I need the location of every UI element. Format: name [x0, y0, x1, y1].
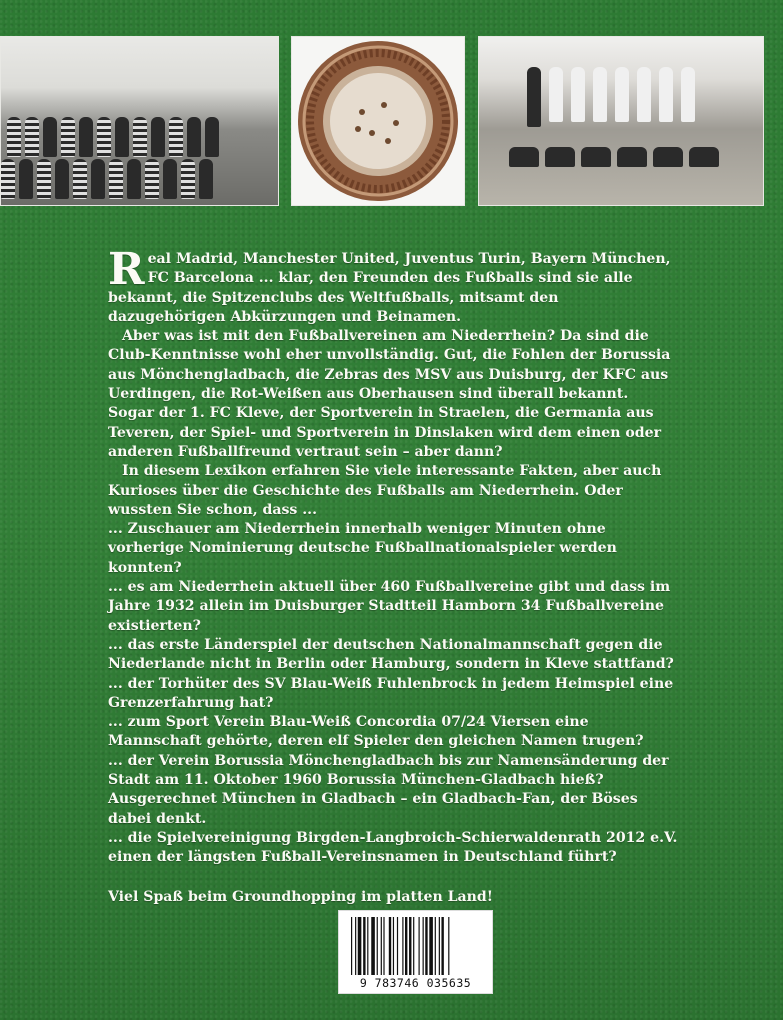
team-photo-right	[478, 36, 764, 206]
trophy-plate-photo	[291, 36, 465, 206]
paragraph-lexikon: In diesem Lexikon erfahren Sie viele interessante Fakten, aber auch Kurioses über die Geschichte des Fußballs am Niederrhein. Oder wussten Sie schon, dass ...	[108, 463, 662, 518]
fact-item: ... der Torhüter des SV Blau-Weiß Fuhlenbrock in jedem Heimspiel eine Grenzerfahrung hat?	[108, 675, 674, 711]
isbn-barcode	[338, 910, 493, 994]
fact-item: ... der Verein Borussia Mönchengladbach bis zur Namensänderung der Stadt am 11. Oktober 1960 Borussia München-Gladbach hieß? Ausgerechnet München in Gladbach – ein Gladbach-Fan, der Böses dabei denkt.	[108, 752, 669, 827]
isbn-number: 9 783746 035635	[359, 976, 472, 990]
closing-line: Viel Spaß beim Groundhopping im platten Land!	[108, 888, 493, 905]
fact-item: ... Zuschauer am Niederrhein innerhalb weniger Minuten ohne vorherige Nominierung deutsche Fußballnationalspieler werden konnten?	[108, 521, 617, 576]
paragraph-niederrhein: Aber was ist mit den Fußballvereinen am Niederrhein? Da sind die Club-Kenntnisse wohl eher unvollständig. Gut, die Fohlen der Borussia aus Mönchengladbach, die Zebras des MSV aus Duisburg, der KFC aus Uerdingen, die Rot-Weißen aus Oberhausen sind überall bekannt. Sogar der 1. FC Kleve, der Sportverein in Straelen, die Germania aus Teveren, der Spiel- und Sportverein in Dinslaken wird dem einen oder anderen Fußballfreund vertraut sein – aber dann?	[108, 328, 671, 460]
trophy-plate-icon	[292, 37, 464, 205]
fact-item: ... es am Niederrhein aktuell über 460 Fußballvereine gibt und dass im Jahre 1932 allein im Duisburger Stadtteil Hamborn 34 Fußballvereine existierten?	[108, 579, 671, 634]
intro-paragraph: Real Madrid, Manchester United, Juventus Turin, Bayern München, FC Barcelona ... klar, den Freunden des Fußballs sind sie alle bekannt, die Spitzenclubs des Weltfußballs, mitsamt den dazugehörigen Abkürzungen und Beinamen.	[108, 244, 671, 325]
cover-text	[108, 244, 678, 907]
fact-item: ... zum Sport Verein Blau-Weiß Concordia 07/24 Viersen eine Mannschaft gehörte, deren elf Spieler den gleichen Namen trugen?	[108, 714, 644, 750]
fact-item: ... die Spielvereinigung Birgden-Langbroich-Schierwaldenrath 2012 e.V. einen der längsten Fußball-Vereinsnamen in Deutschland führt?	[108, 829, 678, 866]
drop-cap: R	[108, 244, 145, 295]
barcode-icon	[351, 917, 480, 975]
fact-item: ... das erste Länderspiel der deutschen Nationalmannschaft gegen die Niederlande nicht in Berlin oder Hamburg, sondern in Kleve stattfand?	[108, 636, 674, 673]
team-photo-left	[0, 36, 279, 206]
